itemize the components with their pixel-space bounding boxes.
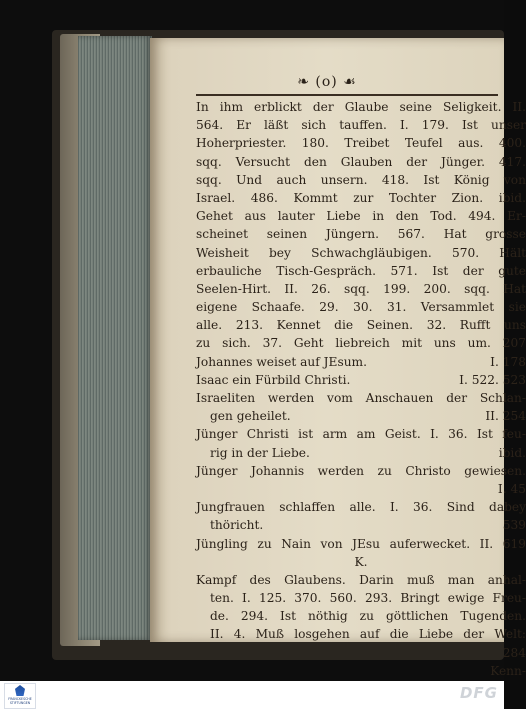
- viewer-footer-bar: [0, 681, 504, 709]
- text-line: [196, 444, 526, 462]
- index-text: [196, 98, 526, 680]
- text-line: [196, 334, 526, 352]
- text-line-content: Jünger Christi ist arm am Geist. I. 36. Ist feu-: [196, 427, 526, 442]
- page-reference: I. 45: [497, 481, 526, 496]
- text-line: [196, 244, 526, 262]
- text-line: [196, 316, 526, 334]
- page-reference: 539: [502, 518, 526, 533]
- text-line-content: Isaac ein Fürbild Christi.: [196, 372, 351, 387]
- text-line: [196, 625, 526, 643]
- page-reference: ibid.: [498, 445, 526, 460]
- text-line-content: rig in der Liebe.: [210, 445, 310, 460]
- text-line: [196, 589, 526, 607]
- text-line-content: 564. Er läßt sich tauffen. I. 179. Ist unser: [196, 118, 526, 133]
- text-line-content: Jungfrauen schlaffen alle. I. 36. Sind dabey: [196, 500, 526, 515]
- text-line: [196, 389, 526, 407]
- text-line-content: In ihm erblickt der Glaube seine Seligkeit. II.: [196, 100, 526, 114]
- text-line: [196, 480, 526, 498]
- text-line-content: II. 4. Muß losgehen auf die Liebe der Welt:: [210, 627, 526, 642]
- text-line: [196, 662, 526, 680]
- text-line: [196, 116, 526, 134]
- text-line: [196, 262, 526, 280]
- francke-logo-text: FRANCKESCHE STIFTUNGEN: [8, 697, 32, 705]
- text-line: [196, 607, 526, 625]
- text-line: [196, 425, 526, 443]
- text-line-content: sqq. Versucht den Glauben der Jünger. 417.: [196, 154, 526, 169]
- page-reference: I. 522. 523: [459, 372, 526, 387]
- text-line-content: gen geheilet.: [210, 409, 291, 424]
- text-line-content: Weisheit bey Schwachgläubigen. 570. Hält: [196, 245, 526, 260]
- text-line-content: thöricht.: [210, 518, 264, 533]
- text-line: [196, 189, 526, 207]
- header-rule: [196, 94, 498, 96]
- page-reference: II. 254: [485, 409, 526, 424]
- text-line-content: Johannes weiset auf JEsum.: [196, 354, 367, 369]
- page-edges: [78, 36, 152, 640]
- text-line: [196, 280, 526, 298]
- page-reference: Kenn-: [490, 663, 526, 678]
- text-line-content: Gehet aus lauter Liebe in den Tod. 494. Er-: [196, 209, 526, 224]
- page-reference: 284: [502, 645, 526, 660]
- text-line-content: scheinet seinen Jüngern. 567. Hat grosse: [196, 227, 526, 242]
- text-line: [196, 571, 526, 589]
- text-line: [196, 225, 526, 243]
- text-line-content: alle. 213. Kennet die Seinen. 32. Rufft uns: [196, 318, 526, 333]
- text-line-content: Jünger Johannis werden zu Christo gewiesen.: [196, 463, 526, 478]
- text-line-content: K.: [354, 554, 368, 569]
- text-line-content: ten. I. 125. 370. 560. 293. Bringt ewige Freu-: [210, 591, 526, 606]
- text-line-content: Jüngling zu Nain von JEsu auferwecket. II. 619: [196, 536, 526, 551]
- text-line-content: Israeliten werden vom Anschauen der Schlan-: [196, 391, 526, 405]
- text-line: [196, 462, 526, 480]
- text-line: [196, 407, 526, 425]
- text-line: [196, 98, 526, 116]
- book-page: [150, 38, 526, 678]
- text-line: [196, 207, 526, 225]
- text-line-content: Kampf des Glaubens. Darin muß man anhal-: [196, 572, 526, 587]
- page-header: ❧ (o) ☙: [297, 74, 357, 90]
- text-line-content: sqq. Und auch unsern. 418. Ist König von: [196, 172, 526, 187]
- text-line-content: Israel. 486. Kommt zur Tochter Zion. ibid.: [196, 190, 526, 205]
- text-line: [196, 134, 526, 152]
- text-line: [196, 371, 526, 389]
- francke-logo-icon: [15, 685, 25, 696]
- text-line: [196, 644, 526, 662]
- text-line-content: Seelen-Hirt. II. 26. sqq. 199. 200. sqq. Hat: [196, 281, 526, 296]
- text-line: [196, 498, 526, 516]
- text-line-content: erbauliche Tisch-Gespräch. 571. Ist der gute: [196, 263, 526, 278]
- text-line: [196, 535, 526, 553]
- text-line-content: de. 294. Ist nöthig zu göttlichen Tugenden.: [210, 609, 526, 624]
- text-line: [196, 298, 526, 316]
- text-line: [196, 153, 526, 171]
- text-line-content: Hoherpriester. 180. Treibet Teufel aus. 400.: [196, 136, 526, 151]
- text-line: [196, 516, 526, 534]
- text-line: [196, 553, 526, 571]
- text-line-content: eigene Schaafe. 29. 30. 31. Versammlet sie: [196, 300, 526, 315]
- dfg-logo[interactable]: DFG: [459, 684, 498, 702]
- text-line: [196, 353, 526, 371]
- text-line-content: zu sich. 37. Geht liebreich mit uns um. 207: [196, 336, 526, 351]
- text-line: [196, 171, 526, 189]
- francke-logo[interactable]: [4, 683, 36, 709]
- page-reference: I. 178: [490, 354, 526, 369]
